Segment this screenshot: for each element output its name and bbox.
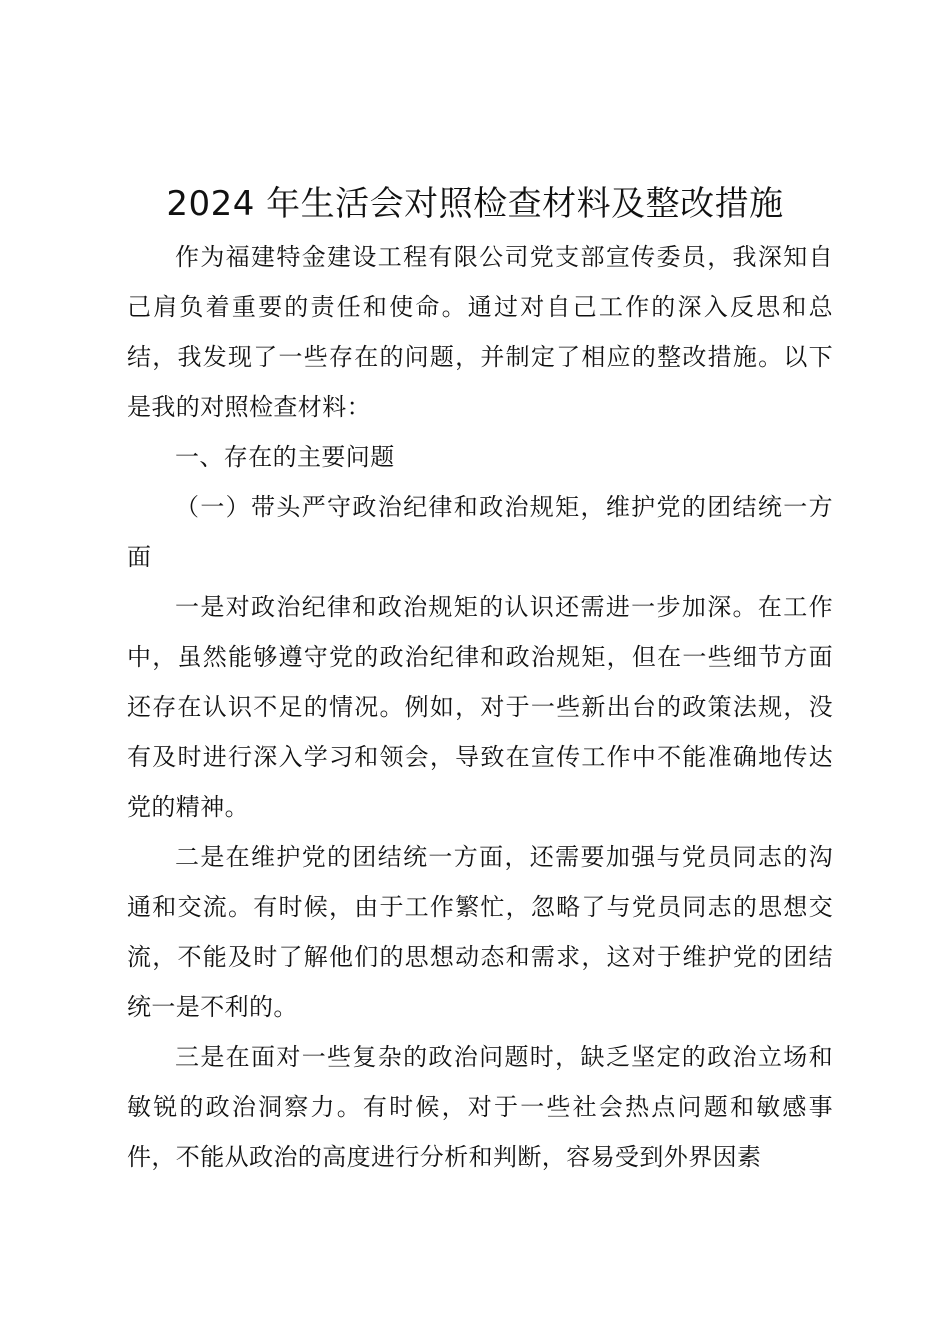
section-heading: 一、存在的主要问题 (175, 443, 395, 471)
subsection-heading: （一）带头严守政治纪律和政治规矩，维护党的团结统一方面 (127, 493, 833, 571)
intro-paragraph: 作为福建特金建设工程有限公司党支部宣传委员，我深知自己肩负着重要的责任和使命。通过对自己工作的深入反思和总结，我发现了一些存在的问题，并制定了相应的整改措施。以下是我的对照检查材料： (127, 243, 833, 421)
body-paragraph: 三是在面对一些复杂的政治问题时，缺乏坚定的政治立场和敏锐的政治洞察力。有时候，对于一些社会热点问题和敏感事件，不能从政治的高度进行分析和判断，容易受到外界因素 (127, 1043, 833, 1171)
body-paragraph: 一是对政治纪律和政治规矩的认识还需进一步加深。在工作中，虽然能够遵守党的政治纪律和政治规矩，但在一些细节方面还存在认识不足的情况。例如，对于一些新出台的政策法规，没有及时进行深入学习和领会，导致在宣传工作中不能准确地传达党的精神。 (127, 593, 833, 821)
document-title: 2024 年生活会对照检查材料及整改措施 (166, 184, 784, 224)
document-body (127, 232, 833, 1182)
body-paragraph: 二是在维护党的团结统一方面，还需要加强与党员同志的沟通和交流。有时候，由于工作繁忙，忽略了与党员同志的思想交流，不能及时了解他们的思想动态和需求，这对于维护党的团结统一是不利的。 (127, 843, 833, 1021)
